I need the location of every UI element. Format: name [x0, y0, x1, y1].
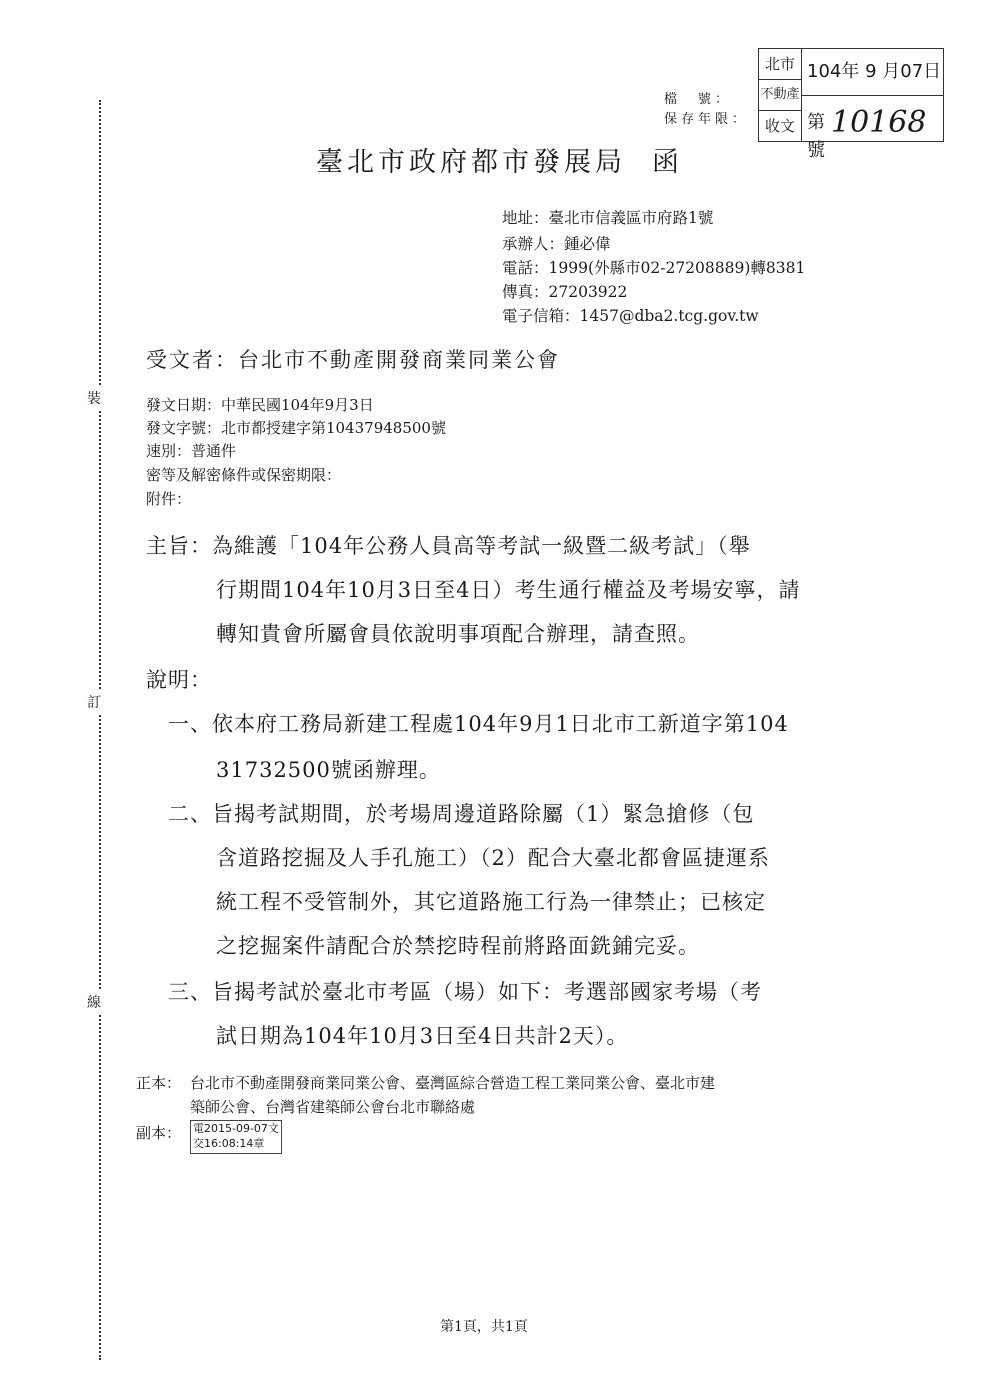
explanation-line-5: 統工程不受管制外，其它道路施工行為一律禁止；已核定: [216, 890, 766, 914]
explanation-line-7: 三、旨揭考試於臺北市考區（場）如下：考選部國家考場（考: [168, 980, 762, 1004]
binding-mark-xian: 線: [87, 990, 101, 1014]
cc-main-line-1: 台北市不動產開發商業同業公會、臺灣區綜合營造工程工業同業公會、臺北市建: [190, 1074, 716, 1092]
contact-address: 地址：臺北市信義區市府路1號: [502, 209, 714, 227]
subject-line-1: 主旨：為維護「104年公務人員高等考試一級暨二級考試」（舉: [146, 534, 751, 558]
contact-fax: 傳真：27203922: [502, 283, 628, 301]
page-number: 第1頁，共1頁: [440, 1319, 528, 1335]
contact-phone: 電話：1999(外縣市02-27208889)轉8381: [502, 259, 806, 277]
cc-main-line-2: 築師公會、台灣省建築師公會台北市聯絡處: [190, 1098, 476, 1116]
document-title: 臺北市政府都市發展局 函: [316, 147, 683, 178]
file-number-label: 檔 號：: [664, 92, 733, 107]
contact-handler: 承辦人：鍾必偉: [502, 235, 611, 253]
cc-main-label: 正本：: [136, 1074, 182, 1092]
explanation-line-6: 之挖掘案件請配合於禁挖時程前將路面銑鋪完妥。: [216, 934, 700, 958]
attachment: 附件：: [146, 490, 192, 508]
stamp-date: 104年 9 月07日: [807, 61, 942, 82]
receipt-stamp: [758, 48, 944, 161]
speed: 速別：普通件: [146, 442, 237, 460]
stamp-divider: [801, 95, 943, 96]
subject-line-2: 行期間104年10月3日至4日）考生通行權益及考場安寧，請: [216, 578, 801, 602]
stamp-org: 北市 不動產 收文: [759, 49, 802, 141]
issue-date: 發文日期：中華民國104年9月3日: [146, 396, 374, 414]
explanation-line-8: 試日期為104年10月3日至4日共計2天）。: [216, 1024, 629, 1048]
explanation-label: 說明：: [146, 668, 212, 692]
contact-email: 電子信箱：1457@dba2.tcg.gov.tw: [502, 307, 759, 325]
cc-copy-label: 副本：: [136, 1124, 182, 1142]
stamp-number: 第 10168號: [807, 105, 927, 161]
binding-mark-zhuang: 裝: [87, 386, 101, 410]
binding-mark-ding: 訂: [87, 690, 101, 714]
secrecy: 密等及解密條件或保密期限：: [146, 466, 342, 484]
explanation-line-3: 二、旨揭考試期間，於考場周邊道路除屬（1）緊急搶修（包: [168, 802, 755, 826]
explanation-line-2: 31732500號函辦理。: [216, 758, 441, 782]
electronic-signature-stamp: 電2015-09-07文 交16:08:14章: [190, 1120, 282, 1154]
explanation-line-4: 含道路挖掘及人手孔施工）（2）配合大臺北都會區捷運系: [216, 846, 770, 870]
subject-line-3: 轉知貴會所屬會員依說明事項配合辦理，請查照。: [216, 622, 700, 646]
receiver: 受文者：台北市不動產開發商業同業公會: [146, 348, 560, 372]
binding-line: [99, 100, 101, 1360]
issue-number: 發文字號：北市都授建字第10437948500號: [146, 419, 446, 437]
retention-label: 保存年限：: [664, 112, 750, 127]
explanation-line-1: 一、依本府工務局新建工程處104年9月1日北市工新道字第104: [168, 712, 789, 736]
